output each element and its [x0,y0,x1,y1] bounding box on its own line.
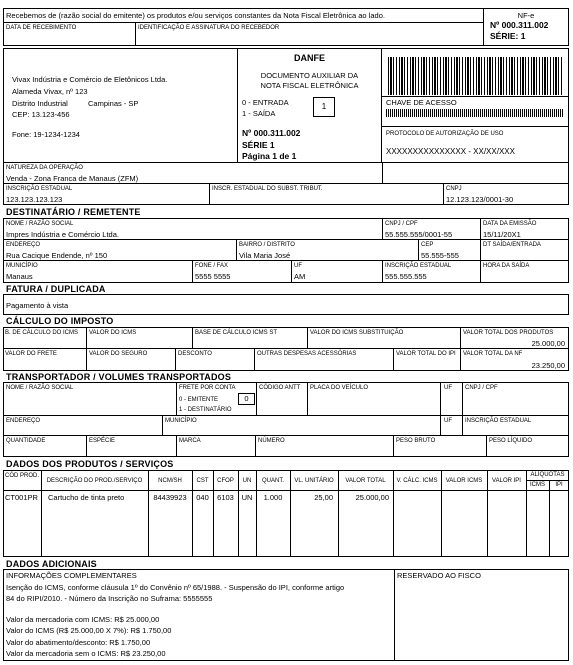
recipient-phone-value: 5555 5555 [195,272,231,281]
volume-brand-label: MARCA [179,438,201,444]
carrier-uf2-label: UF [444,418,452,424]
info-line-4: Valor do ICMS (R$ 25.000,00 X 7%): R$ 1.750,00 [6,626,172,635]
col-header-rate-icms: ICMS [530,482,545,488]
carrier-city-label: MUNICÍPIO [165,418,197,424]
recipient-phone-label: FONE / FAX [195,263,229,269]
col-header-unit: VL. UNITÁRIO [294,478,334,484]
product-ncm: 84439923 [153,493,187,502]
col-header-ncm: NCM/SH [158,478,182,484]
plate-label: PLACA DO VEÍCULO [310,385,369,391]
receipt-text: Recebemos de (razão social do emitente) os produtos e/ou serviços constantes da Nota Fiscal Eletrônica ao lado. [6,11,385,20]
col-header-code: CÓD PROD. [4,473,39,479]
danfe-entry: 0 - ENTRADA [242,98,289,107]
icms-st-value-label: VALOR DO ICMS SUBSTITUIÇÃO [310,330,404,336]
freight-type-label: FRETE POR CONTA [179,385,236,391]
product-cst: 040 [196,493,209,502]
products-total-label: VALOR TOTAL DOS PRODUTOS [463,330,554,336]
ie-st-label: INSCR. ESTADUAL DO SUBST. TRIBUT. [212,186,323,192]
carrier-name-label: NOME / RAZÃO SOCIAL [6,385,74,391]
additional-section-title: DADOS ADICIONAIS [6,559,97,569]
recipient-cnpj-label: CNPJ / CPF [385,221,418,227]
col-header-cst: CST [196,478,209,484]
col-header-rates: ALÍQUOTAS [530,472,565,478]
danfe-type-box: 1 [313,97,335,117]
product-qty: 1.000 [263,493,283,502]
insurance-label: VALOR DO SEGURO [89,351,148,357]
recipient-ie-value: 555.555.555 [385,272,427,281]
nfe-number: Nº 000.311.002 [490,20,549,30]
product-desc: Cartucho de tinta preto [48,493,125,502]
icms-base-label: B. DE CÁLCULO DO ICMS [5,330,79,336]
ie-label: INSCRIÇÃO ESTADUAL [6,186,73,192]
volume-kind-label: ESPÉCIE [89,438,116,444]
ipi-total-label: VALOR TOTAL DO IPI [396,351,456,357]
volume-qty-label: QUANTIDADE [6,438,46,444]
products-total-value: 25.000,00 [531,339,565,348]
column-divider [549,480,550,557]
recipient-district-value: Vila Maria José [239,251,291,260]
reserved-label: RESERVADO AO FISCO [397,571,481,580]
danfe-page: Página 1 de 1 [242,151,297,161]
access-key-value [386,109,564,117]
gross-weight-label: PESO BRUTO [396,438,436,444]
issue-date-label: DATA DA EMISSÃO [483,221,537,227]
recipient-city-value: Manaus [6,272,33,281]
danfe-number: Nº 000.311.002 [242,128,301,138]
invoice-value: Pagamento à vista [6,301,69,310]
danfe-exit: 1 - SAÍDA [242,109,276,118]
reserved-box [394,569,569,661]
recipient-cep-value: 55.555-555 [421,251,459,260]
recipient-address-label: ENDEREÇO [6,242,41,248]
recipient-section-title: DESTINATÁRIO / REMETENTE [6,207,141,217]
emitter-cep: CEP: 13.123-456 [12,110,70,119]
icms-st-base-label: BASE DE CÁLCULO ICMS ST [195,330,278,336]
freight-type-value: 0 [238,393,255,405]
carrier-city-field [162,415,441,436]
emitter-phone: Fone: 19-1234-1234 [12,130,80,139]
info-line-2: 84 do RIPI/2010. - Número da Inscrição no Suframa: 5555555 [6,594,213,603]
info-line-5: Valor do abatimento/desconto: R$ 1.750,00 [6,638,151,647]
protocol-value: XXXXXXXXXXXXXXX - XX/XX/XXX [386,147,515,156]
nature-value: Venda - Zona Franca de Manaus (ZFM) [6,174,139,183]
product-un: UN [241,493,253,502]
exit-time-label: HORA DA SAÍDA [483,263,530,269]
nf-total-label: VALOR TOTAL DA NF [463,351,523,357]
recipient-cep-label: CEP [421,242,434,248]
col-header-desc: DESCRIÇÃO DO PROD./SERVIÇO [46,478,143,484]
recipient-uf-value: AM [294,272,306,281]
discount-label: DESCONTO [178,351,212,357]
col-header-qty: QUANT. [261,478,284,484]
danfe-subtitle-2: NOTA FISCAL ELETRÔNICA [260,81,359,90]
nfe-series: SÉRIE: 1 [490,31,526,41]
info-line-1: Isenção do ICMS, conforme cláusula 1º do Convênio nº 65/1988. - Suspensão do IPI, conforme artigo [6,583,345,592]
carrier-address-label: ENDEREÇO [6,418,41,424]
nature-label: NATUREZA DA OPERAÇÃO [6,165,83,171]
product-cfop: 6103 [217,493,234,502]
transport-section-title: TRANSPORTADOR / VOLUMES TRANSPORTADOS [6,372,232,382]
info-label: INFORMAÇÕES COMPLEMENTARES [6,571,137,580]
other-expenses-label: OUTRAS DESPESAS ACESSÓRIAS [257,351,357,357]
col-header-icms: VALOR ICMS [445,478,483,484]
col-header-cfop: CFOP [217,478,234,484]
recipient-city-label: MUNICÍPIO [6,263,38,269]
exit-date-label: DT SAÍDA/ENTRADA [483,242,541,248]
col-header-un: UN [242,478,252,484]
protocol-label: PROTOCOLO DE AUTORIZAÇÃO DE USO [386,131,504,137]
divider [382,96,569,97]
nf-total-value: 23.250,00 [531,361,565,370]
carrier-cnpj-label: CNPJ / CPF [465,385,498,391]
emitter-address: Alameda Vivax, nº 123 [12,87,88,96]
antt-label: CÓDIGO ANTT [259,385,301,391]
net-weight-label: PESO LÍQUIDO [489,438,533,444]
divider [382,126,569,127]
rates-divider [526,480,569,481]
carrier-ie-label: INSCRIÇÃO ESTADUAL [465,418,532,424]
access-key-label: CHAVE DE ACESSO [386,98,457,107]
nfe-label: NF-e [517,11,535,20]
emitter-city: Campinas - SP [88,99,139,108]
danfe-title: DANFE [294,53,325,63]
freight-label: VALOR DO FRETE [5,351,57,357]
recipient-ie-label: INSCRIÇÃO ESTADUAL [385,263,452,269]
issue-date-value: 15/11/20X1 [483,230,521,239]
col-header-ipi: VALOR IPI [492,478,521,484]
barcode-image [388,57,564,95]
icms-value-label: VALOR DO ICMS [89,330,137,336]
invoice-section-title: FATURA / DUPLICADA [6,284,106,294]
nature-empty-field [382,162,569,184]
freight-option-1: 1 - DESTINATÁRIO [179,407,232,413]
product-unit-value: 25,00 [314,493,333,502]
recipient-name-label: NOME / RAZÃO SOCIAL [6,221,74,227]
info-line-3: Valor da mercadoria com ICMS: R$ 25.000,00 [6,615,160,624]
recipient-name-value: Impres Indústria e Comércio Ltda. [6,230,119,239]
recipient-uf-label: UF [294,263,302,269]
product-code: CT001PR [5,493,38,502]
danfe-subtitle-1: DOCUMENTO AUXILIAR DA [260,71,359,80]
carrier-uf-label: UF [444,385,452,391]
emitter-name: Vivax Indústria e Comércio de Eletônicos Ltda. [12,75,168,84]
tax-section-title: CÁLCULO DO IMPOSTO [6,316,114,326]
col-header-rate-ipi: IPI [555,482,563,488]
col-header-bc: V. CÁLC. ICMS [396,478,438,484]
info-line-6: Valor da mercadoria sem o ICMS: R$ 23.250,00 [6,649,166,658]
col-header-total: VALOR TOTAL [345,478,386,484]
cnpj-value: 12.123.123/0001-30 [446,195,514,204]
danfe-series: SÉRIE 1 [242,140,275,150]
products-header-divider [3,490,569,491]
receipt-date-label: DATA DE RECEBIMENTO [6,25,77,31]
recipient-district-label: BAIRRO / DISTRITO [239,242,295,248]
ie-value: 123.123.123.123 [6,195,63,204]
products-section-title: DADOS DOS PRODUTOS / SERVIÇOS [6,459,174,469]
recipient-cnpj-value: 55.555.555/0001-55 [385,230,453,239]
emitter-district: Distrito Industrial [12,99,68,108]
receiver-label: IDENTIFICAÇÃO E ASSINATURA DO RECEBEDOR [138,25,280,31]
freight-option-0: 0 - EMITENTE [179,397,219,403]
invoice-field [3,294,569,315]
product-total: 25.000,00 [355,493,389,502]
cnpj-label: CNPJ [446,186,462,192]
recipient-address-value: Rua Cacique Endende, nº 150 [6,251,108,260]
volume-number-label: NÚMERO [258,438,285,444]
